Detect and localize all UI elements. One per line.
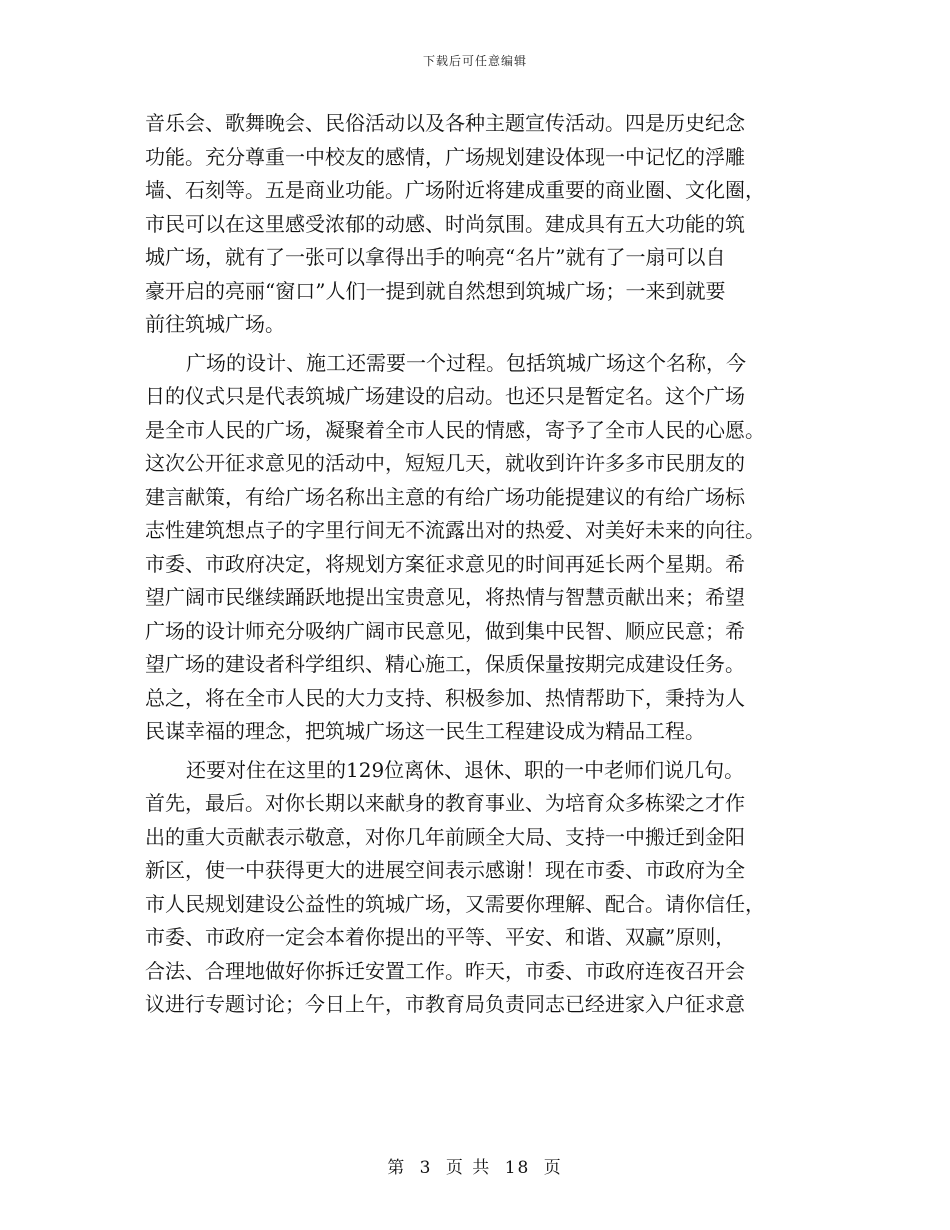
text-line: 广场的设计师充分吸纳广阔市民意见，做到集中民智、顺应民意；希: [145, 618, 745, 643]
text-line: 墙、石刻等。五是商业功能。广场附近将建成重要的商业圈、文化圈，: [145, 178, 765, 202]
footer-middle: 页 共: [445, 1158, 492, 1178]
page-footer: [0, 1153, 950, 1178]
text-line: 出的重大贡献表示敬意，对你几年前顾全大局、支持一中搬迁到金阳: [145, 824, 745, 849]
text-line: 合法、合理地做好你拆迁安置工作。昨天，市委、市政府连夜召开会: [145, 958, 745, 983]
text-line: 音乐会、歌舞晚会、民俗活动以及各种主题宣传活动。四是历史纪念: [145, 111, 745, 135]
text-line: 首先，最后。对你长期以来献身的教育事业、为培育众多栋梁之才作: [145, 791, 745, 815]
text-line: 市委、市政府一定会本着你提出的平等、平安、和谐、双赢”原则，: [145, 925, 736, 949]
page-header: 下载后可任意编辑: [422, 54, 527, 68]
footer-prefix: 第: [387, 1158, 407, 1178]
text-line: 功能。充分尊重一中校友的感情，广场规划建设体现一中记忆的浮雕: [145, 144, 745, 169]
text-line: 前往筑城广场。: [145, 312, 285, 336]
text-line: 还要对住在这里的129位离休、退休、职的一中老师们说几句。: [186, 757, 745, 782]
text-line: 望广阔市民继续踊跃地提出宝贵意见，将热情与智慧贡献出来；希望: [145, 585, 745, 609]
text-line: 建言献策，有给广场名称出主意的有给广场功能提建议的有给广场标: [145, 484, 745, 509]
paragraph: [145, 107, 807, 342]
document-body: [145, 107, 807, 1022]
text-line: 这次公开征求意见的活动中，短短几天，就收到许许多多市民朋友的: [145, 451, 745, 475]
total-page-count: 18: [504, 1158, 531, 1178]
footer-suffix: 页: [543, 1158, 563, 1178]
text-line: 议进行专题讨论；今日上午，市教育局负责同志已经进家入户征求意: [145, 992, 745, 1016]
paragraph: [145, 754, 807, 1022]
text-line: 望广场的建设者科学组织、精心施工，保质保量按期完成建设任务。: [145, 652, 745, 676]
text-line: 志性建筑想点子的字里行间无不流露出对的热爱、对美好未来的向往。: [145, 518, 765, 542]
current-page-number: 3: [419, 1158, 433, 1178]
paragraph: [145, 347, 807, 749]
text-line: 日的仪式只是代表筑城广场建设的启动。也还只是暂定名。这个广场: [145, 384, 745, 408]
text-line: 市民可以在这里感受浓郁的动感、时尚氛围。建成具有五大功能的筑: [145, 211, 745, 236]
text-line: 新区，使一中获得更大的进展空间表示感谢！现在市委、市政府为全: [145, 858, 745, 882]
text-line: 市人民规划建设公益性的筑城广场，又需要你理解、配合。请你信任，: [145, 891, 765, 916]
text-line: 民谋幸福的理念，把筑城广场这一民生工程建设成为精品工程。: [145, 719, 705, 743]
text-line: 总之，将在全市人民的大力支持、积极参加、热情帮助下，秉持为人: [145, 685, 745, 710]
text-line: 豪开启的亮丽“窗口”人们一提到就自然想到筑城广场；一来到就要: [145, 278, 726, 303]
text-line: 市委、市政府决定，将规划方案征求意见的时间再延长两个星期。希: [145, 551, 745, 576]
text-line: 广场的设计、施工还需要一个过程。包括筑城广场这个名称，今: [186, 350, 746, 375]
text-line: 是全市人民的广场，凝聚着全市人民的情感，寄予了全市人民的心愿。: [145, 417, 765, 442]
text-line: 城广场，就有了一张可以拿得出手的响亮“名片”就有了一扇可以自: [145, 245, 726, 269]
